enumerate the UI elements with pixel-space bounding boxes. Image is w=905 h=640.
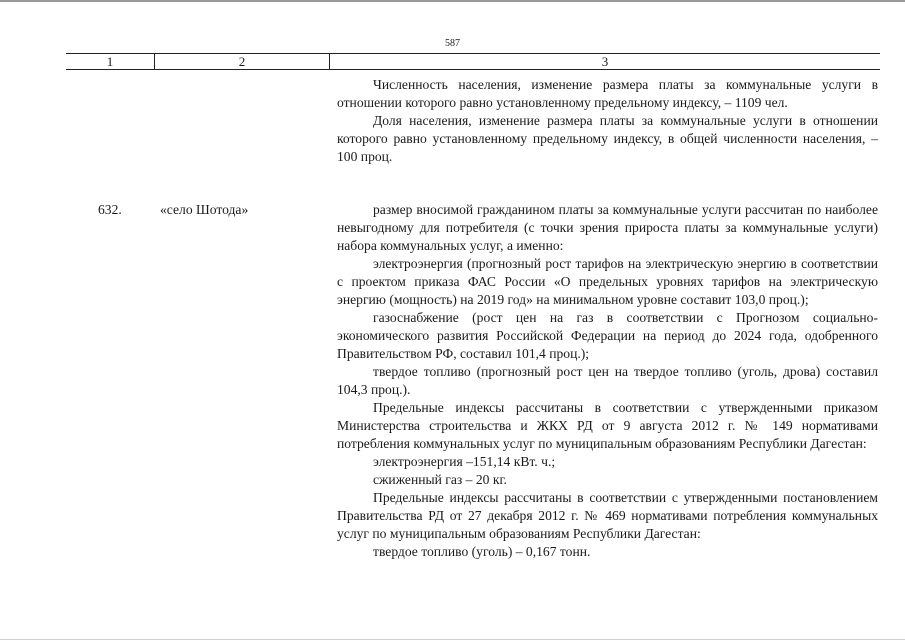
page-number: 587 — [445, 38, 460, 49]
electricity-paragraph: электроэнергия (прогнозный рост тарифов на электрическую энергию в соответствии с проектом приказа ФАС России «О предельных уровнях тарифов на электрическую энергию (мощность) на 2019 год» на минимальном уровне составит 103,0 проц.); — [337, 256, 878, 307]
solid-fuel-paragraph: твердое топливо (прогнозный рост цен на твердое топливо (уголь, дрова) составил 104,3 проц.). — [337, 364, 878, 397]
norm-gas-item: сжиженный газ – 20 кг. — [373, 472, 507, 487]
row-description-text — [337, 201, 878, 561]
norm-solid-fuel-item: твердое топливо (уголь) – 0,167 тонн. — [373, 544, 591, 559]
table-header-row — [66, 53, 880, 70]
row-municipality-name: «село Шотода» — [160, 202, 249, 217]
scan-top-edge — [0, 0, 905, 2]
population-count-paragraph: Численность населения, изменение размера платы за коммунальные услуги в отношении которого равно установленному предельному индексу, – 1109 чел. — [337, 77, 878, 110]
services-intro-paragraph: размер вносимой гражданином платы за коммунальные услуги рассчитан по наиболее невыгодному для потребителя (с точки зрения прироста платы за коммунальные услуги) набора коммунальных услуг, а именно: — [337, 202, 878, 253]
norm-electricity-item: электроэнергия –151,14 кВт. ч.; — [373, 454, 556, 469]
indices-resolution-paragraph: Предельные индексы рассчитаны в соответствии с утвержденными постановлением Правительства РД от 27 декабря 2012 г. № 469 нормативами потребления коммунальных услуг по муниципальным образованиям Республики Дагестан: — [337, 490, 878, 541]
row-number: 632. — [98, 202, 122, 217]
population-share-paragraph: Доля населения, изменение размера платы за коммунальные услуги в отношении которого равно установленному предельному индексу, в общей численности населения, – 100 проц. — [337, 113, 878, 164]
indices-order-paragraph: Предельные индексы рассчитаны в соответствии с утвержденными приказом Министерства строительства и ЖКХ РД от 9 августа 2012 г. № 149 нормативами потребления коммунальных услуг по муниципальным образованиям Республики Дагестан: — [337, 400, 878, 451]
table-header-col-1: 1 — [66, 54, 155, 69]
table-header-col-2: 2 — [155, 54, 330, 69]
continued-row-text — [337, 76, 878, 166]
table-header-col-3: 3 — [601, 54, 609, 69]
gas-paragraph: газоснабжение (рост цен на газ в соответствии с Прогнозом социально-экономического развития Российской Федерации на период до 2024 года, одобренного Правительством РФ, составил 101,4 проц.); — [337, 310, 878, 361]
